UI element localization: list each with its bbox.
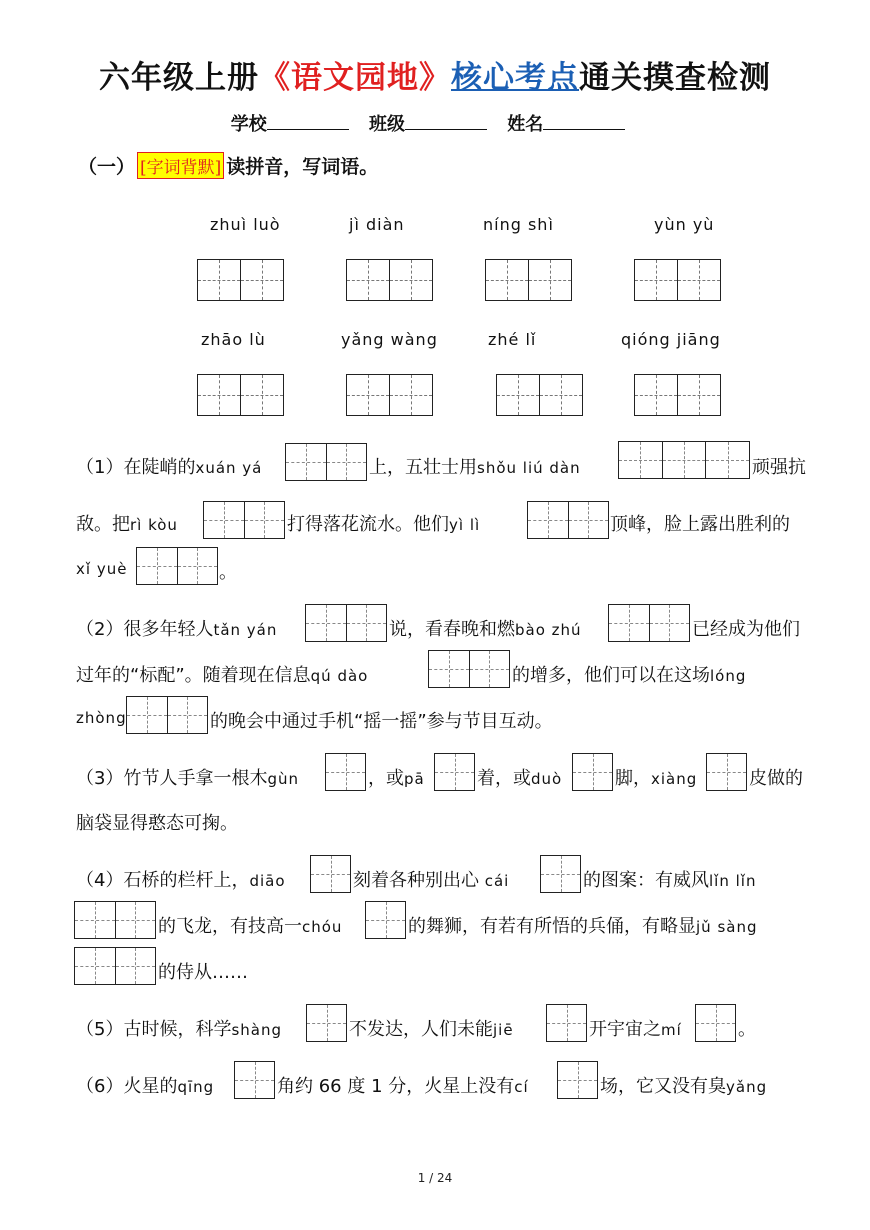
section-heading xyxy=(78,152,378,179)
question-4-line-2 xyxy=(158,912,342,938)
pinyin: lóng xyxy=(710,667,747,685)
answer-box[interactable] xyxy=(305,604,387,642)
answer-box[interactable] xyxy=(136,547,218,585)
answer-box[interactable] xyxy=(527,501,609,539)
answer-box[interactable] xyxy=(695,1004,736,1042)
pinyin-label: yǎng wàng xyxy=(341,330,438,349)
answer-box[interactable] xyxy=(126,696,208,734)
answer-box[interactable] xyxy=(557,1061,598,1099)
question-2-line-2 xyxy=(76,661,368,687)
section-number: （一） xyxy=(78,156,136,178)
question-2-line-3b: 的晚会中通过手机“摇一摇”参与节目互动。 xyxy=(210,711,553,732)
question-2-line-1c: 已经成为他们 xyxy=(692,619,800,640)
text: 敌。把 xyxy=(76,514,130,535)
text: 的图案：有威风 xyxy=(583,870,709,891)
pinyin: xuán yá xyxy=(195,459,263,477)
title-part2: 《语文园地》 xyxy=(259,60,451,96)
pinyin: qīng xyxy=(177,1078,215,1096)
text: 的增多，他们可以在这场 xyxy=(512,665,710,686)
text: 过年的“标配”。随着现在信息 xyxy=(76,665,311,686)
text: （5）古时候，科学 xyxy=(76,1019,232,1040)
student-info-line xyxy=(0,110,870,136)
question-4-line-3: 的侍从…… xyxy=(158,962,248,983)
question-4-line-2b xyxy=(408,912,757,938)
pinyin: yǎng xyxy=(726,1078,768,1096)
answer-box[interactable] xyxy=(618,441,750,479)
answer-box[interactable] xyxy=(365,901,406,939)
text: 打得落花流水。他们 xyxy=(287,514,449,535)
question-3-line-1e: 皮做的 xyxy=(749,768,803,789)
text: （1）在陡峭的 xyxy=(76,457,196,478)
text: 说，看春晚和燃 xyxy=(389,619,515,640)
writing-grid[interactable] xyxy=(485,259,572,301)
question-3-line-1 xyxy=(76,764,299,790)
pinyin: shǒu liú dàn xyxy=(477,459,581,477)
text: ，或 xyxy=(368,768,404,789)
question-5-line-1b xyxy=(349,1015,514,1041)
pinyin: duò xyxy=(531,770,563,788)
question-1-line-3b: 。 xyxy=(219,562,237,583)
pinyin-label: zhé lǐ xyxy=(488,330,537,349)
pinyin: xiàng xyxy=(651,770,698,788)
pinyin-label: níng shì xyxy=(483,215,554,234)
question-3-line-1b xyxy=(368,764,425,790)
writing-grid[interactable] xyxy=(197,374,284,416)
pinyin: xǐ yuè xyxy=(76,560,128,578)
question-1-line-1c: 顽强抗 xyxy=(752,457,806,478)
pinyin: chóu xyxy=(302,918,343,936)
text: 上，五壮士用 xyxy=(369,457,477,478)
school-label: 学校 xyxy=(230,114,267,135)
text: （3）竹节人手拿一根木 xyxy=(76,768,268,789)
pinyin: pā xyxy=(404,770,425,788)
question-4-line-1c xyxy=(583,866,756,892)
pinyin: cí xyxy=(514,1078,529,1096)
text: 的飞龙，有技高一 xyxy=(158,916,302,937)
pinyin-label: yùn yù xyxy=(654,215,715,234)
pinyin: bào zhú xyxy=(515,621,582,639)
writing-grid[interactable] xyxy=(197,259,284,301)
question-5-line-1c xyxy=(589,1015,682,1041)
class-label: 班级 xyxy=(369,114,405,135)
pinyin: rì kòu xyxy=(130,516,178,534)
pinyin: qú dào xyxy=(310,667,369,685)
answer-box[interactable] xyxy=(234,1061,275,1099)
pinyin: lǐn lǐn xyxy=(709,872,757,890)
title-part4: 通关摸查检测 xyxy=(579,60,771,96)
question-1-line-2c: 顶峰，脸上露出胜利的 xyxy=(610,514,790,535)
pinyin-label: qióng jiāng xyxy=(621,330,721,349)
name-label: 姓名 xyxy=(507,114,544,135)
answer-box[interactable] xyxy=(540,855,581,893)
text: 开宇宙之 xyxy=(589,1019,661,1040)
text: （6）火星的 xyxy=(76,1076,178,1097)
pinyin-label: zhuì luò xyxy=(210,215,281,234)
title-part3: 核心考点 xyxy=(451,60,579,96)
text: 场，它又没有臭 xyxy=(600,1076,726,1097)
question-1-line-2b xyxy=(287,510,480,536)
question-1-line-3 xyxy=(76,558,127,579)
pinyin-label: jì diàn xyxy=(349,215,405,234)
answer-box[interactable] xyxy=(74,947,156,985)
section-tag: [字词背默] xyxy=(137,152,224,179)
title-part1: 六年级上册 xyxy=(99,60,259,96)
answer-box[interactable] xyxy=(706,753,747,791)
pinyin: gùn xyxy=(267,770,299,788)
answer-box[interactable] xyxy=(572,753,613,791)
question-3-line-1c xyxy=(477,764,562,790)
section-instruction: 读拼音，写词语。 xyxy=(226,156,379,178)
question-6-line-1 xyxy=(76,1072,214,1098)
answer-box[interactable] xyxy=(285,443,367,481)
question-5-line-1 xyxy=(76,1015,282,1041)
pinyin: mí xyxy=(661,1021,682,1039)
page-number: 1 / 24 xyxy=(417,1171,453,1185)
answer-box[interactable] xyxy=(608,604,690,642)
page-title xyxy=(0,52,870,97)
text: 刻着各种别出心 xyxy=(353,870,479,891)
answer-box[interactable] xyxy=(325,753,366,791)
text: 着，或 xyxy=(477,768,531,789)
writing-grid[interactable] xyxy=(346,259,433,301)
question-3-line-1d xyxy=(615,764,697,790)
pinyin: jiē xyxy=(493,1021,514,1039)
question-1-line-1b xyxy=(369,453,581,479)
writing-grid[interactable] xyxy=(346,374,433,416)
question-2-line-2b xyxy=(512,661,746,687)
pinyin: jǔ sàng xyxy=(696,918,758,936)
pinyin: tǎn yán xyxy=(213,621,278,639)
answer-box[interactable] xyxy=(74,901,156,939)
answer-box[interactable] xyxy=(203,501,285,539)
text: 的舞狮，有若有所悟的兵俑，有略显 xyxy=(408,916,696,937)
text: 脚， xyxy=(615,768,651,789)
answer-box[interactable] xyxy=(546,1004,587,1042)
question-6-line-1c xyxy=(600,1072,767,1098)
question-3-line-2: 脑袋显得憨态可掬。 xyxy=(76,813,238,834)
answer-box[interactable] xyxy=(310,855,351,893)
question-1-line-2 xyxy=(76,510,178,536)
question-2-line-1b xyxy=(389,615,582,641)
pinyin: cái xyxy=(484,872,510,890)
question-6-line-1b xyxy=(277,1072,529,1098)
text: 角约 66 度 1 分，火星上没有 xyxy=(277,1076,515,1097)
question-2-line-3 xyxy=(76,707,127,728)
writing-grid[interactable] xyxy=(634,259,721,301)
question-5-line-1d: 。 xyxy=(738,1019,756,1040)
text: 不发达，人们未能 xyxy=(349,1019,493,1040)
pinyin: yì lì xyxy=(449,516,481,534)
pinyin: diāo xyxy=(249,872,286,890)
text: （2）很多年轻人 xyxy=(76,619,214,640)
answer-box[interactable] xyxy=(428,650,510,688)
pinyin: zhòng xyxy=(76,709,127,727)
question-1-line-1 xyxy=(76,453,262,479)
answer-box[interactable] xyxy=(306,1004,347,1042)
writing-grid[interactable] xyxy=(496,374,583,416)
text: （4）石桥的栏杆上， xyxy=(76,870,250,891)
class-blank[interactable] xyxy=(405,113,487,130)
name-blank[interactable] xyxy=(543,113,625,130)
pinyin-label: zhāo lù xyxy=(201,330,266,349)
question-4-line-1b xyxy=(353,866,509,892)
question-4-line-1 xyxy=(76,866,286,892)
answer-box[interactable] xyxy=(434,753,475,791)
writing-grid[interactable] xyxy=(634,374,721,416)
pinyin: shàng xyxy=(231,1021,282,1039)
question-2-line-1 xyxy=(76,615,277,641)
school-blank[interactable] xyxy=(267,113,349,130)
